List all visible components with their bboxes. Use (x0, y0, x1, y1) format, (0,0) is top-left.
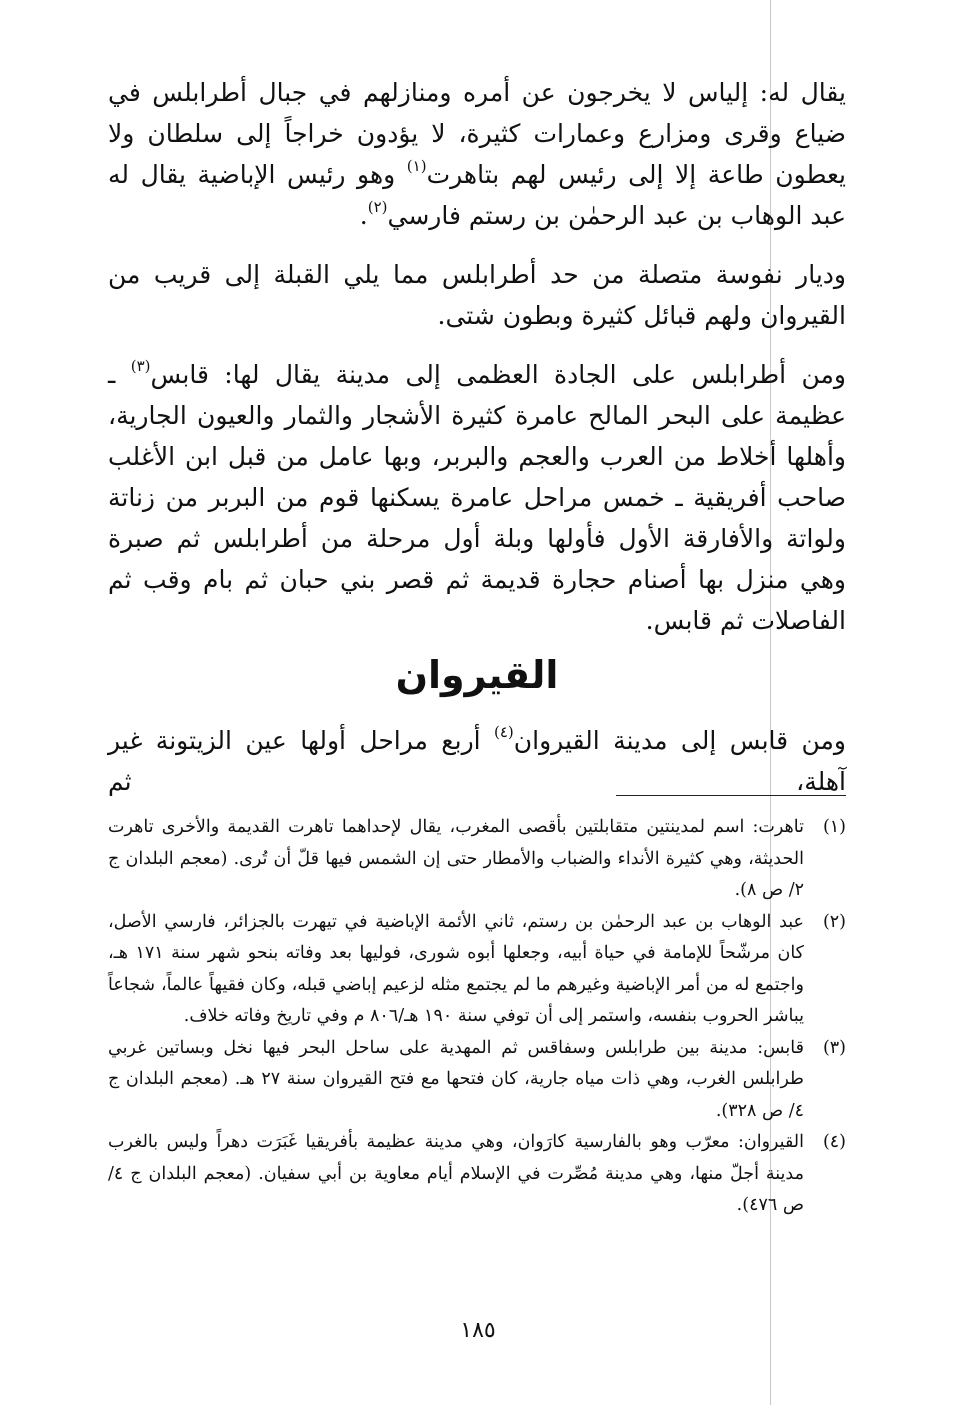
paragraph-text: ومن أطرابلس على الجادة العظمى إلى مدينة يقال لها: قابس (150, 360, 846, 389)
footnote (108, 1127, 846, 1222)
continuation-text-after: أربع مراحل أولها عين الزيتونة غير آهلة، ثم (108, 726, 846, 796)
continuation-text-before: ومن قابس إلى مدينة القيروان (513, 726, 846, 755)
paragraph (108, 354, 846, 641)
paragraph-text: يقال له: إلياس لا يخرجون عن أمره ومنازلهم في جبال أطرابلس في ضياع وقرى ومزارع وعمارات كثيرة، لا يؤدون خراجاً إلى سلطان ولا يعطون طاعة إلا إلى رئيس لهم بتاهرت (108, 78, 847, 189)
footnote-ref: (١) (406, 157, 427, 175)
footnote-number: (٢) (822, 911, 846, 932)
main-text-block (108, 72, 846, 659)
section-heading: القيروان (395, 653, 559, 697)
footnote-ref: (٢) (367, 198, 388, 216)
footnote-number: (٤) (822, 1132, 846, 1152)
paragraph (108, 254, 846, 336)
footnote-text: قابس: مدينة بين طرابلس وسفاقس ثم المهدية على ساحل البحر فيها نخل وبساتين غربي طرابلس الغرب، وهي ذات مياه جارية، كان فتحها مع فتح القيروان سنة ٢٧ هـ. (معجم البلدان ج ٤/ ص ٣٢٨). (108, 1037, 804, 1121)
page-number: ١٨٥ (460, 1318, 496, 1343)
paragraph-text: ـ عظيمة على البحر المالح عامرة كثيرة الأشجار والثمار والعيون الجارية، وأهلها أخلاط من العرب والعجم والبربر، وبها عامل من قبل ابن الأغلب صاحب أفريقية ـ خمس مراحل عامرة يسكنها قوم من البربر من زناتة ولواتة والأفارقة الأول فأولها وبلة أول مرحلة من أطرابلس ثم صبرة وهي منزل بها أصنام حجارة قديمة ثم قصر بني حبان ثم بام وقب ثم الفاصلات ثم قابس. (108, 360, 846, 635)
footnote (108, 1033, 846, 1128)
footnote-number: (٣) (822, 1037, 846, 1058)
footnote-ref: (٤) (494, 723, 514, 741)
paragraph (108, 72, 846, 236)
paragraph-text: وديار نفوسة متصلة من حد أطرابلس مما يلي القبلة إلى قريب من القيروان ولهم قبائل كثيرة وبطون شتى. (108, 260, 846, 330)
footnote (108, 812, 846, 907)
footnote-text: عبد الوهاب بن عبد الرحمٰن بن رستم، ثاني الأئمة الإباضية في تيهرت بالجزائر، فارسي الأصل، كان مرشّحاً للإمامة في حياة أبيه، وجعلها أبوه شورى، فوليها بعد وفاته بنحو شهر سنة ١٧١ هـ، واجتمع له من أمر الإباضية وغيرهم ما لم يجتمع مثله لزعيم إباضي قبله، وكان فقيهاً عالماً، شجاعاً يباشر الحروب بنفسه، واستمر إلى أن توفي سنة ١٩٠ هـ/٨٠٦ م وفي تاريخ وفاته خلاف. (108, 911, 804, 1026)
footnote-ref: (٣) (130, 357, 151, 375)
footnote (108, 907, 846, 1033)
continuation-paragraph (108, 720, 846, 802)
footnote-number: (١) (822, 817, 846, 837)
footnote-separator (0, 795, 956, 796)
paragraph-text: . (359, 201, 368, 230)
footnotes-block (108, 812, 846, 1222)
footnote-text: القيروان: معرّب وهو بالفارسية كارَوان، وهي مدينة عظيمة بأفريقيا غَبَرَت دهراً وليس بالغرب مدينة أجلّ منها، وهي مدينة مُصِّرت في الإسلام أيام معاوية بن أبي سفيان. (معجم البلدان ج ٤/ ص ٤٧٦). (108, 1132, 804, 1215)
footnote-text: تاهرت: اسم لمدينتين متقابلتين بأقصى المغرب، يقال لإحداهما تاهرت القديمة والأخرى تاهرت الحديثة، وهي كثيرة الأنداء والضباب والأمطار حتى إن الشمس فيها قلّ أن تُرى. (معجم البلدان ج ٢/ ص ٨). (108, 817, 804, 900)
paragraph-text: وهو رئيس الإباضية يقال له عبد الوهاب بن عبد الرحمٰن بن رستم فارسي (108, 160, 846, 230)
